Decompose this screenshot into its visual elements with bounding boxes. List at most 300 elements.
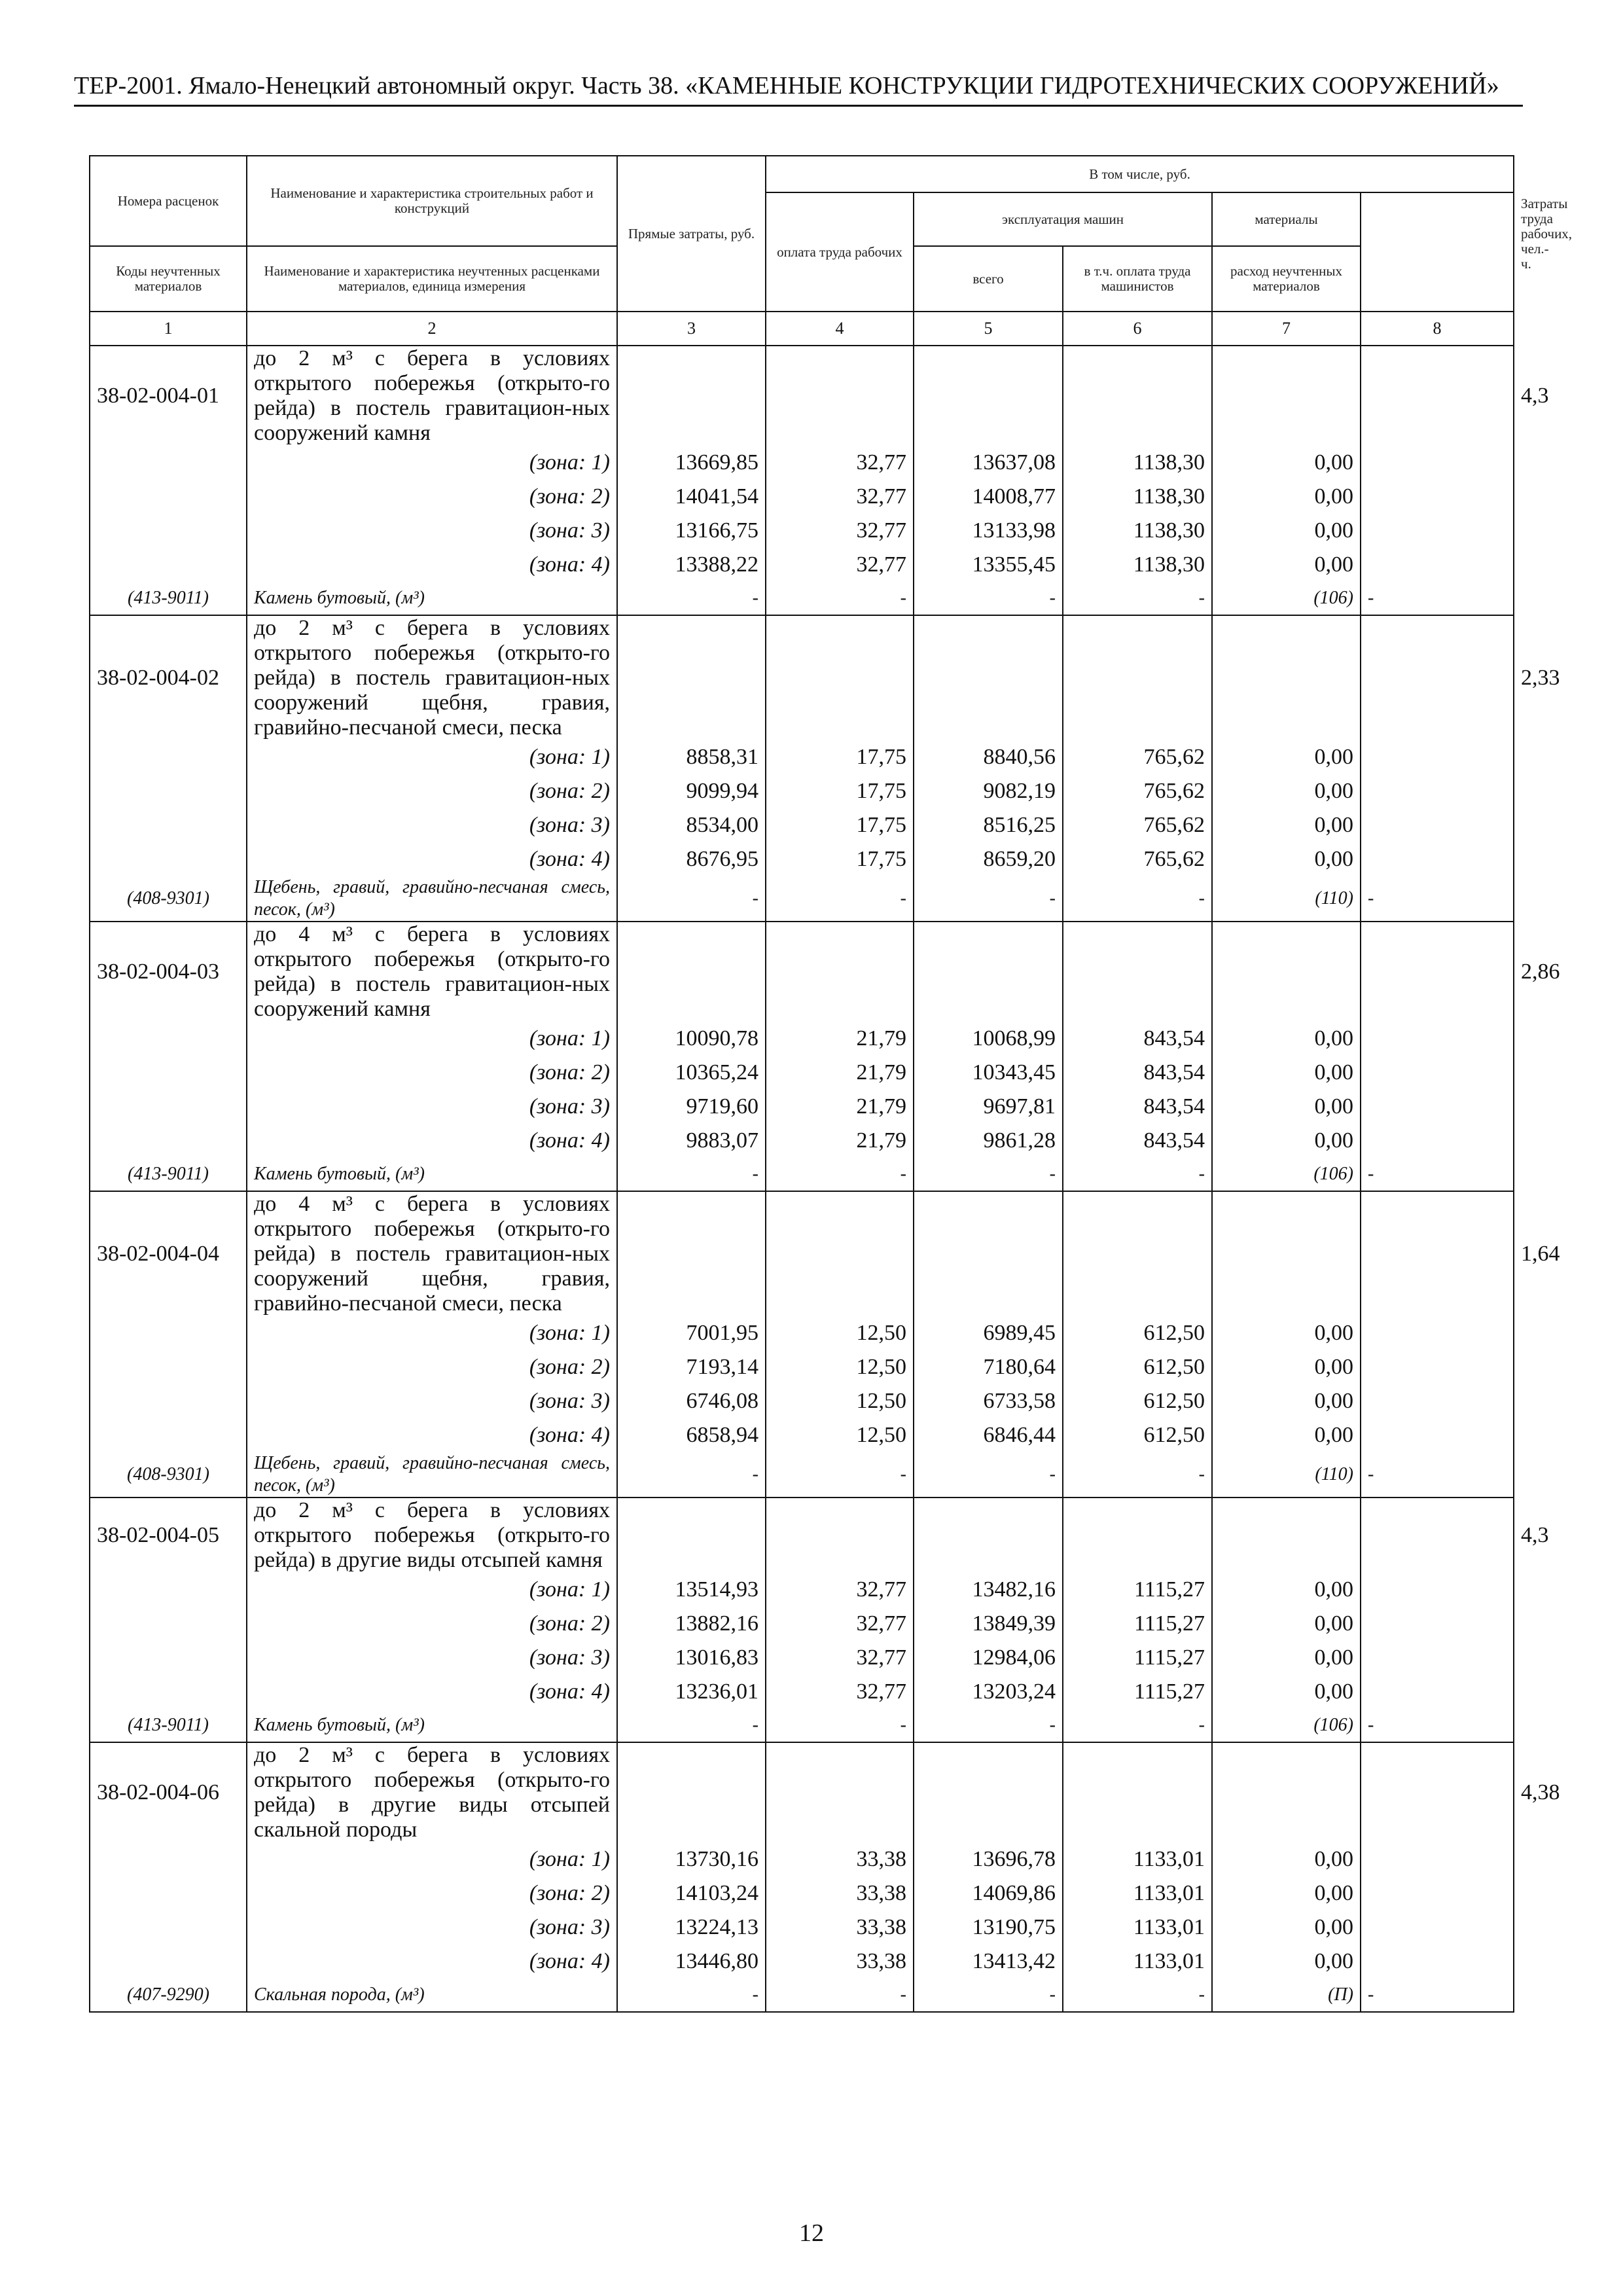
rate-description: до 2 м³ с берега в условиях открытого побережья (открыто-го рейда) в постель гравитацион-ных сооружений щебня, гравия, гравийно-песчаной смеси, песка bbox=[247, 615, 617, 740]
empty-cell bbox=[1361, 808, 1514, 842]
machinists-pay-value: 1138,30 bbox=[1063, 548, 1212, 582]
workers-pay-value: 21,79 bbox=[766, 1022, 914, 1056]
machinists-pay-value: 612,50 bbox=[1063, 1350, 1212, 1384]
empty-cell bbox=[90, 548, 247, 582]
zone-row bbox=[90, 1350, 1514, 1384]
direct-costs-value: 8534,00 bbox=[617, 808, 766, 842]
header-direct-costs: Прямые затраты, руб. bbox=[617, 156, 766, 312]
zone-row bbox=[90, 1056, 1514, 1090]
material-direct: - bbox=[617, 876, 766, 922]
material-code: (413-9011) bbox=[90, 1158, 247, 1191]
material-code: (413-9011) bbox=[90, 1709, 247, 1742]
zone-row bbox=[90, 1418, 1514, 1452]
material-code: (408-9301) bbox=[90, 876, 247, 922]
empty-cell bbox=[1063, 1742, 1212, 1842]
zone-row bbox=[90, 774, 1514, 808]
materials-value: 0,00 bbox=[1212, 1641, 1361, 1675]
header-material-names: Наименование и характеристика неучтенных расценками материалов, единица измерения bbox=[247, 246, 617, 312]
zone-row bbox=[90, 1573, 1514, 1607]
empty-cell bbox=[1361, 1573, 1514, 1607]
empty-cell bbox=[914, 922, 1063, 1022]
empty-cell bbox=[766, 1498, 914, 1573]
materials-value: 0,00 bbox=[1212, 1842, 1361, 1876]
machinists-pay-value: 1115,27 bbox=[1063, 1641, 1212, 1675]
empty-cell bbox=[1361, 1641, 1514, 1675]
empty-cell bbox=[1212, 615, 1361, 740]
material-machinists: - bbox=[1063, 1452, 1212, 1498]
material-labor: - bbox=[1361, 1158, 1514, 1191]
empty-cell bbox=[914, 346, 1063, 446]
empty-cell bbox=[90, 1124, 247, 1158]
machinists-pay-value: 843,54 bbox=[1063, 1056, 1212, 1090]
rate-code: 38-02-004-06 bbox=[90, 1742, 247, 1842]
column-number: 3 bbox=[617, 312, 766, 346]
materials-value: 0,00 bbox=[1212, 514, 1361, 548]
machines-total-value: 13637,08 bbox=[914, 446, 1063, 480]
material-machinists: - bbox=[1063, 876, 1212, 922]
material-consumption: (106) bbox=[1212, 1709, 1361, 1742]
machines-total-value: 8840,56 bbox=[914, 740, 1063, 774]
workers-pay-value: 32,77 bbox=[766, 1607, 914, 1641]
header-materials: материалы bbox=[1212, 192, 1361, 246]
column-number: 1 bbox=[90, 312, 247, 346]
empty-cell bbox=[1361, 1056, 1514, 1090]
zone-label: (зона: 3) bbox=[247, 1090, 617, 1124]
zone-row bbox=[90, 514, 1514, 548]
material-machines: - bbox=[914, 1979, 1063, 2012]
workers-pay-value: 32,77 bbox=[766, 514, 914, 548]
empty-cell bbox=[90, 1842, 247, 1876]
empty-cell bbox=[914, 1191, 1063, 1316]
workers-pay-value: 12,50 bbox=[766, 1316, 914, 1350]
materials-value: 0,00 bbox=[1212, 1022, 1361, 1056]
empty-cell bbox=[1361, 548, 1514, 582]
empty-cell bbox=[90, 514, 247, 548]
zone-row bbox=[90, 1910, 1514, 1945]
empty-cell bbox=[1212, 922, 1361, 1022]
empty-cell bbox=[90, 774, 247, 808]
machines-total-value: 6989,45 bbox=[914, 1316, 1063, 1350]
zone-row bbox=[90, 842, 1514, 876]
zone-label: (зона: 2) bbox=[247, 1876, 617, 1910]
rate-description: до 2 м³ с берега в условиях открытого побережья (открыто-го рейда) в постель гравитацион-ных сооружений камня bbox=[247, 346, 617, 446]
empty-cell bbox=[1361, 842, 1514, 876]
direct-costs-value: 9719,60 bbox=[617, 1090, 766, 1124]
direct-costs-value: 9099,94 bbox=[617, 774, 766, 808]
empty-cell bbox=[1361, 1742, 1514, 1842]
direct-costs-value: 6746,08 bbox=[617, 1384, 766, 1418]
workers-pay-value: 32,77 bbox=[766, 548, 914, 582]
empty-cell bbox=[90, 1910, 247, 1945]
empty-cell bbox=[90, 1022, 247, 1056]
empty-cell bbox=[1063, 922, 1212, 1022]
rate-code: 38-02-004-03 bbox=[90, 922, 247, 1022]
zone-label: (зона: 2) bbox=[247, 480, 617, 514]
machines-total-value: 13133,98 bbox=[914, 514, 1063, 548]
zone-label: (зона: 3) bbox=[247, 1384, 617, 1418]
column-number: 2 bbox=[247, 312, 617, 346]
material-name: Камень бутовый, (м³) bbox=[247, 1709, 617, 1742]
machines-total-value: 13413,42 bbox=[914, 1945, 1063, 1979]
rate-code: 38-02-004-02 bbox=[90, 615, 247, 740]
direct-costs-value: 13882,16 bbox=[617, 1607, 766, 1641]
workers-pay-value: 33,38 bbox=[766, 1876, 914, 1910]
materials-value: 0,00 bbox=[1212, 1090, 1361, 1124]
machinists-pay-value: 765,62 bbox=[1063, 808, 1212, 842]
material-direct: - bbox=[617, 1709, 766, 1742]
direct-costs-value: 10090,78 bbox=[617, 1022, 766, 1056]
materials-value: 0,00 bbox=[1212, 1573, 1361, 1607]
empty-cell bbox=[1361, 1384, 1514, 1418]
direct-costs-value: 7193,14 bbox=[617, 1350, 766, 1384]
machines-total-value: 7180,64 bbox=[914, 1350, 1063, 1384]
empty-cell bbox=[90, 1316, 247, 1350]
machinists-pay-value: 1133,01 bbox=[1063, 1842, 1212, 1876]
empty-cell bbox=[1361, 1418, 1514, 1452]
machines-total-value: 10068,99 bbox=[914, 1022, 1063, 1056]
direct-costs-value: 13388,22 bbox=[617, 548, 766, 582]
material-workers: - bbox=[766, 876, 914, 922]
material-name: Камень бутовый, (м³) bbox=[247, 582, 617, 615]
rate-description: до 4 м³ с берега в условиях открытого побережья (открыто-го рейда) в постель гравитацион-ных сооружений щебня, гравия, гравийно-песчаной смеси, песка bbox=[247, 1191, 617, 1316]
zone-label: (зона: 1) bbox=[247, 446, 617, 480]
zone-label: (зона: 4) bbox=[247, 548, 617, 582]
empty-cell bbox=[617, 1191, 766, 1316]
material-name: Щебень, гравий, гравийно-песчаная смесь, песок, (м³) bbox=[247, 876, 617, 922]
workers-pay-value: 33,38 bbox=[766, 1842, 914, 1876]
rate-code: 38-02-004-04 bbox=[90, 1191, 247, 1316]
direct-costs-value: 14041,54 bbox=[617, 480, 766, 514]
material-consumption: (106) bbox=[1212, 582, 1361, 615]
zone-label: (зона: 3) bbox=[247, 514, 617, 548]
empty-cell bbox=[90, 1641, 247, 1675]
material-code: (408-9301) bbox=[90, 1452, 247, 1498]
empty-cell bbox=[766, 346, 914, 446]
zone-row bbox=[90, 1842, 1514, 1876]
empty-cell bbox=[1361, 774, 1514, 808]
zone-label: (зона: 3) bbox=[247, 808, 617, 842]
empty-cell bbox=[1361, 1350, 1514, 1384]
header-materials-consumption: расход неучтенных материалов bbox=[1212, 246, 1361, 312]
zone-row bbox=[90, 1022, 1514, 1056]
material-direct: - bbox=[617, 1158, 766, 1191]
empty-cell bbox=[1361, 740, 1514, 774]
empty-cell bbox=[617, 615, 766, 740]
materials-value: 0,00 bbox=[1212, 1056, 1361, 1090]
materials-value: 0,00 bbox=[1212, 1350, 1361, 1384]
zone-label: (зона: 4) bbox=[247, 1945, 617, 1979]
machinists-pay-value: 612,50 bbox=[1063, 1384, 1212, 1418]
material-machinists: - bbox=[1063, 1979, 1212, 2012]
materials-value: 0,00 bbox=[1212, 808, 1361, 842]
empty-cell bbox=[914, 1742, 1063, 1842]
empty-cell bbox=[914, 615, 1063, 740]
machinists-pay-value: 765,62 bbox=[1063, 740, 1212, 774]
empty-cell bbox=[617, 922, 766, 1022]
empty-cell bbox=[90, 1876, 247, 1910]
header-machinists-pay: в т.ч. оплата труда машинистов bbox=[1063, 246, 1212, 312]
workers-pay-value: 17,75 bbox=[766, 808, 914, 842]
direct-costs-value: 13236,01 bbox=[617, 1675, 766, 1709]
material-workers: - bbox=[766, 1158, 914, 1191]
zone-label: (зона: 4) bbox=[247, 1675, 617, 1709]
workers-pay-value: 12,50 bbox=[766, 1384, 914, 1418]
header-including: В том числе, руб. bbox=[766, 156, 1514, 192]
rate-title-row: 38-02-004-05 до 2 м³ с берега в условиях открытого побережья (открыто-го рейда) в другие виды отсыпей камня 4,3 bbox=[90, 1498, 1514, 1573]
workers-pay-value: 32,77 bbox=[766, 446, 914, 480]
material-consumption: (П) bbox=[1212, 1979, 1361, 2012]
empty-cell bbox=[1361, 1022, 1514, 1056]
material-consumption: (110) bbox=[1212, 1452, 1361, 1498]
direct-costs-value: 13669,85 bbox=[617, 446, 766, 480]
empty-cell bbox=[914, 1498, 1063, 1573]
rate-description: до 4 м³ с берега в условиях открытого побережья (открыто-го рейда) в постель гравитацион-ных сооружений камня bbox=[247, 922, 617, 1022]
material-machines: - bbox=[914, 876, 1063, 922]
zone-row bbox=[90, 480, 1514, 514]
material-machines: - bbox=[914, 1452, 1063, 1498]
direct-costs-value: 7001,95 bbox=[617, 1316, 766, 1350]
material-machinists: - bbox=[1063, 582, 1212, 615]
zone-row bbox=[90, 1090, 1514, 1124]
material-name: Скальная порода, (м³) bbox=[247, 1979, 617, 2012]
empty-cell bbox=[90, 740, 247, 774]
empty-cell bbox=[766, 615, 914, 740]
rate-title-row: 38-02-004-02 до 2 м³ с берега в условиях открытого побережья (открыто-го рейда) в постель гравитацион-ных сооружений щебня, гравия, гравийно-песчаной смеси, песка 2,33 bbox=[90, 615, 1514, 740]
material-code: (407-9290) bbox=[90, 1979, 247, 2012]
machines-total-value: 14069,86 bbox=[914, 1876, 1063, 1910]
workers-pay-value: 32,77 bbox=[766, 1675, 914, 1709]
direct-costs-value: 9883,07 bbox=[617, 1124, 766, 1158]
material-workers: - bbox=[766, 1979, 914, 2012]
machinists-pay-value: 1133,01 bbox=[1063, 1945, 1212, 1979]
materials-value: 0,00 bbox=[1212, 1124, 1361, 1158]
empty-cell bbox=[1361, 1842, 1514, 1876]
empty-cell bbox=[1063, 1191, 1212, 1316]
empty-cell bbox=[1361, 1498, 1514, 1573]
zone-label: (зона: 1) bbox=[247, 1022, 617, 1056]
empty-cell bbox=[1361, 1124, 1514, 1158]
zone-label: (зона: 2) bbox=[247, 1350, 617, 1384]
direct-costs-value: 13224,13 bbox=[617, 1910, 766, 1945]
zone-row bbox=[90, 1316, 1514, 1350]
workers-pay-value: 21,79 bbox=[766, 1124, 914, 1158]
direct-costs-value: 13446,80 bbox=[617, 1945, 766, 1979]
header-rate-number: Номера расценок bbox=[90, 156, 247, 246]
page-header: ТЕР-2001. Ямало-Ненецкий автономный округ. Часть 38. «КАМЕННЫЕ КОНСТРУКЦИИ ГИДРОТЕХНИЧЕСКИХ СООРУЖЕНИЙ» bbox=[74, 71, 1523, 107]
workers-pay-value: 32,77 bbox=[766, 480, 914, 514]
workers-pay-value: 17,75 bbox=[766, 842, 914, 876]
zone-row bbox=[90, 548, 1514, 582]
material-machinists: - bbox=[1063, 1158, 1212, 1191]
material-name: Щебень, гравий, гравийно-песчаная смесь, песок, (м³) bbox=[247, 1452, 617, 1498]
zone-label: (зона: 1) bbox=[247, 740, 617, 774]
rate-description: до 2 м³ с берега в условиях открытого побережья (открыто-го рейда) в другие виды отсыпей скальной породы bbox=[247, 1742, 617, 1842]
material-direct: - bbox=[617, 1452, 766, 1498]
empty-cell bbox=[90, 1350, 247, 1384]
empty-cell bbox=[90, 1418, 247, 1452]
empty-cell bbox=[90, 1607, 247, 1641]
material-row bbox=[90, 1979, 1514, 2012]
materials-value: 0,00 bbox=[1212, 446, 1361, 480]
materials-value: 0,00 bbox=[1212, 740, 1361, 774]
empty-cell bbox=[1361, 1316, 1514, 1350]
direct-costs-value: 10365,24 bbox=[617, 1056, 766, 1090]
empty-cell bbox=[90, 1675, 247, 1709]
empty-cell bbox=[90, 808, 247, 842]
rate-title-row: 38-02-004-04 до 4 м³ с берега в условиях открытого побережья (открыто-го рейда) в постель гравитацион-ных сооружений щебня, гравия, гравийно-песчаной смеси, песка 1,64 bbox=[90, 1191, 1514, 1316]
empty-cell bbox=[1361, 480, 1514, 514]
empty-cell bbox=[90, 1090, 247, 1124]
materials-value: 0,00 bbox=[1212, 548, 1361, 582]
zone-label: (зона: 4) bbox=[247, 1124, 617, 1158]
zone-row bbox=[90, 1675, 1514, 1709]
empty-cell bbox=[617, 1742, 766, 1842]
material-code: (413-9011) bbox=[90, 582, 247, 615]
machines-total-value: 9861,28 bbox=[914, 1124, 1063, 1158]
material-labor: - bbox=[1361, 1709, 1514, 1742]
empty-cell bbox=[1361, 1876, 1514, 1910]
zone-label: (зона: 4) bbox=[247, 1418, 617, 1452]
workers-pay-value: 21,79 bbox=[766, 1056, 914, 1090]
header-machines: эксплуатация машин bbox=[914, 192, 1212, 246]
machines-total-value: 13203,24 bbox=[914, 1675, 1063, 1709]
direct-costs-value: 13166,75 bbox=[617, 514, 766, 548]
machines-total-value: 13355,45 bbox=[914, 548, 1063, 582]
empty-cell bbox=[1361, 1675, 1514, 1709]
zone-row bbox=[90, 1876, 1514, 1910]
machines-total-value: 14008,77 bbox=[914, 480, 1063, 514]
empty-cell bbox=[90, 1056, 247, 1090]
machines-total-value: 9697,81 bbox=[914, 1090, 1063, 1124]
material-row bbox=[90, 582, 1514, 615]
machines-total-value: 13190,75 bbox=[914, 1910, 1063, 1945]
machinists-pay-value: 1115,27 bbox=[1063, 1573, 1212, 1607]
machines-total-value: 13696,78 bbox=[914, 1842, 1063, 1876]
materials-value: 0,00 bbox=[1212, 1675, 1361, 1709]
machinists-pay-value: 1138,30 bbox=[1063, 514, 1212, 548]
zone-row bbox=[90, 1607, 1514, 1641]
direct-costs-value: 8858,31 bbox=[617, 740, 766, 774]
zone-label: (зона: 2) bbox=[247, 774, 617, 808]
rate-code: 38-02-004-05 bbox=[90, 1498, 247, 1573]
materials-value: 0,00 bbox=[1212, 1910, 1361, 1945]
zone-row bbox=[90, 1641, 1514, 1675]
materials-value: 0,00 bbox=[1212, 774, 1361, 808]
direct-costs-value: 8676,95 bbox=[617, 842, 766, 876]
machinists-pay-value: 612,50 bbox=[1063, 1418, 1212, 1452]
empty-cell bbox=[90, 446, 247, 480]
machinists-pay-value: 1138,30 bbox=[1063, 480, 1212, 514]
empty-cell bbox=[766, 922, 914, 1022]
rate-description: до 2 м³ с берега в условиях открытого побережья (открыто-го рейда) в другие виды отсыпей камня bbox=[247, 1498, 617, 1573]
workers-pay-value: 33,38 bbox=[766, 1945, 914, 1979]
empty-cell bbox=[1063, 1498, 1212, 1573]
direct-costs-value: 13730,16 bbox=[617, 1842, 766, 1876]
material-labor: - bbox=[1361, 876, 1514, 922]
empty-cell bbox=[1361, 1191, 1514, 1316]
material-consumption: (106) bbox=[1212, 1158, 1361, 1191]
materials-value: 0,00 bbox=[1212, 1384, 1361, 1418]
empty-cell bbox=[90, 1384, 247, 1418]
material-labor: - bbox=[1361, 1979, 1514, 2012]
workers-pay-value: 32,77 bbox=[766, 1573, 914, 1607]
material-machines: - bbox=[914, 582, 1063, 615]
machines-total-value: 10343,45 bbox=[914, 1056, 1063, 1090]
workers-pay-value: 17,75 bbox=[766, 740, 914, 774]
materials-value: 0,00 bbox=[1212, 842, 1361, 876]
column-number: 8 bbox=[1361, 312, 1514, 346]
materials-value: 0,00 bbox=[1212, 1945, 1361, 1979]
header-work-name: Наименование и характеристика строительных работ и конструкций bbox=[247, 156, 617, 246]
direct-costs-value: 14103,24 bbox=[617, 1876, 766, 1910]
material-row bbox=[90, 876, 1514, 922]
header-workers-pay: оплата труда рабочих bbox=[766, 192, 914, 312]
column-number: 6 bbox=[1063, 312, 1212, 346]
machinists-pay-value: 765,62 bbox=[1063, 774, 1212, 808]
machines-total-value: 9082,19 bbox=[914, 774, 1063, 808]
rates-table: Номера расценок Наименование и характеристика строительных работ и конструкций Прямые затраты, руб. В том числе, руб. Затраты труда рабочих, чел.-ч. оплата труда рабочих эксплуатация машин материалы Коды неучтенных материалов Наименование и характеристика неучтенных расценками материалов, единица измерения всего в т.ч. оплата труда машинистов расход неучтенных материалов 1 2 3 4 5 6 7 8 38-02-004-01 до 2 м³ с берега в условиях открытого побережья (открыто-го рейда) в постель гравитацион-ных сооружений камня 4,3 (зона: 1) 13669,85 32,77 13637,08 1138,30 0,00 (зона: 2) 14041,54 32,77 14008,77 1138,30 0,00 (зона: 3) 13166,75 32,77 13133,98 1138,30 0,00 (зона: 4) 13388,22 32,77 13355,45 1138,30 0,00 (413-9011) Камень бутовый, (м³) - - - - (106) - 38-02-004-02 до 2 м³ с берега в условиях открытого побережья (открыто-го рейда) в постель гравитацион-ных сооружений щебня, гравия, гравийно-песчаной смеси, песка 2,33 (зона: 1) 8858,31 17,75 8840,56 765,62 0,00 (зона: 2) 9099,94 17,75 9082,19 765,62 0,00 (зона: 3) 8534,00 17,75 8516,25 765,62 0,00 (зона: 4) 8676,95 17,75 8659,20 765,62 0,00 (408-9301) Щебень, гравий, гравийно-песчаная смесь, песок, (м³) - - - - (110) - 38-02-004-03 до 4 м³ с берега в условиях открытого побережья (открыто-го рейда) в постель гравитацион-ных сооружений камня 2,86 (зона: 1) 10090,78 21,79 10068,99 843,54 0,00 (зона: 2) 10365,24 21,79 10343,45 843,54 0,00 (зона: 3) 9719,60 21,79 9697,81 843,54 0,00 (зона: 4) 9883,07 21,79 9861,28 843,54 0,00 (413-9011) Камень бутовый, (м³) - - - - (106) - 38-02-004-04 до 4 м³ с берега в условиях открытого побережья (открыто-го рейда) в постель гравитацион-ных сооружений щебня, гравия, гравийно-песчаной смеси, песка 1,64 (зона: 1) 7001,95 12,50 6989,45 612,50 0,00 (зона: 2) 7193,14 12,50 7180,64 612,50 0,00 (зона: 3) 6746,08 12,50 6733,58 612,50 0,00 (зона: 4) 6858,94 12,50 6846,44 612,50 0,00 (408-9301) Щебень, гравий, гравийно-песчаная смесь, песок, (м³) - - - - (110) - 38-02-004-05 до 2 м³ с берега в условиях открытого побережья (открыто-го рейда) в другие виды отсыпей камня 4,3 (зона: 1) 13514,93 32,77 13482,16 1115,27 0,00 (зона: 2) 13882,16 32,77 13849,39 1115,27 0,00 (зона: 3) 13016,83 32,77 12984,06 1115,27 0,00 (зона: 4) 13236,01 32,77 13203,24 1115,27 0,00 (413-9011) Камень бутовый, (м³) - - - - (106) - 38-02-004-06 до 2 м³ с берега в условиях открытого побережья (открыто-го рейда) в другие виды отсыпей скальной породы 4,38 (зона: 1) 13730,16 33,38 13696,78 1133,01 0,00 (зона: 2) 14103,24 33,38 14069,86 1133,01 0,00 (зона: 3) 13224,13 33,38 13190,75 1133,01 0,00 (зона: 4) 13446,80 33,38 13413,42 1133,01 0,00 (407-9290) Скальная порода, (м³) - - - - (П) - bbox=[89, 155, 1514, 2013]
zone-label: (зона: 2) bbox=[247, 1056, 617, 1090]
machinists-pay-value: 843,54 bbox=[1063, 1090, 1212, 1124]
machines-total-value: 8659,20 bbox=[914, 842, 1063, 876]
workers-pay-value: 12,50 bbox=[766, 1350, 914, 1384]
machinists-pay-value: 1138,30 bbox=[1063, 446, 1212, 480]
materials-value: 0,00 bbox=[1212, 480, 1361, 514]
empty-cell bbox=[1361, 514, 1514, 548]
empty-cell bbox=[1212, 1742, 1361, 1842]
material-row bbox=[90, 1158, 1514, 1191]
material-row bbox=[90, 1709, 1514, 1742]
workers-pay-value: 12,50 bbox=[766, 1418, 914, 1452]
workers-pay-value: 33,38 bbox=[766, 1910, 914, 1945]
machinists-pay-value: 612,50 bbox=[1063, 1316, 1212, 1350]
material-workers: - bbox=[766, 582, 914, 615]
rate-title-row: 38-02-004-01 до 2 м³ с берега в условиях открытого побережья (открыто-го рейда) в постель гравитацион-ных сооружений камня 4,3 bbox=[90, 346, 1514, 446]
materials-value: 0,00 bbox=[1212, 1607, 1361, 1641]
material-direct: - bbox=[617, 1979, 766, 2012]
empty-cell bbox=[90, 842, 247, 876]
empty-cell bbox=[766, 1191, 914, 1316]
machinists-pay-value: 843,54 bbox=[1063, 1124, 1212, 1158]
zone-label: (зона: 2) bbox=[247, 1607, 617, 1641]
empty-cell bbox=[1361, 1607, 1514, 1641]
empty-cell bbox=[90, 1945, 247, 1979]
empty-cell bbox=[1212, 1191, 1361, 1316]
empty-cell bbox=[617, 346, 766, 446]
machines-total-value: 6733,58 bbox=[914, 1384, 1063, 1418]
machinists-pay-value: 765,62 bbox=[1063, 842, 1212, 876]
material-direct: - bbox=[617, 582, 766, 615]
column-number: 7 bbox=[1212, 312, 1361, 346]
zone-row bbox=[90, 808, 1514, 842]
empty-cell bbox=[1361, 446, 1514, 480]
machinists-pay-value: 1133,01 bbox=[1063, 1910, 1212, 1945]
empty-cell bbox=[1063, 615, 1212, 740]
material-workers: - bbox=[766, 1709, 914, 1742]
machines-total-value: 12984,06 bbox=[914, 1641, 1063, 1675]
zone-label: (зона: 1) bbox=[247, 1842, 617, 1876]
empty-cell bbox=[1361, 346, 1514, 446]
material-machines: - bbox=[914, 1709, 1063, 1742]
material-name: Камень бутовый, (м³) bbox=[247, 1158, 617, 1191]
workers-pay-value: 17,75 bbox=[766, 774, 914, 808]
machinists-pay-value: 1115,27 bbox=[1063, 1607, 1212, 1641]
materials-value: 0,00 bbox=[1212, 1876, 1361, 1910]
empty-cell bbox=[1361, 922, 1514, 1022]
zone-row bbox=[90, 740, 1514, 774]
machines-total-value: 13482,16 bbox=[914, 1573, 1063, 1607]
material-consumption: (110) bbox=[1212, 876, 1361, 922]
